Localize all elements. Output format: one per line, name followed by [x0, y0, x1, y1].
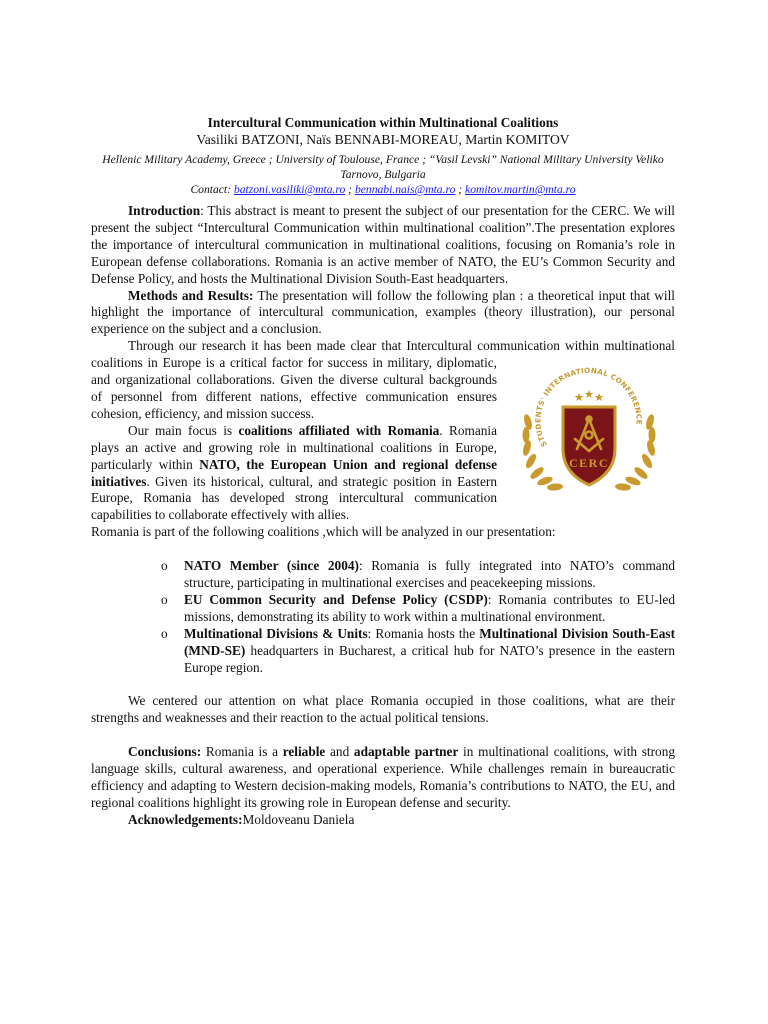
conclusions-paragraph — [91, 744, 675, 812]
email-separator: ; — [345, 183, 355, 196]
coalition-title: EU Common Security and Defense Policy (CSDP) — [184, 591, 488, 607]
coalition-title: Multinational Divisions & Units — [184, 625, 368, 641]
bullet-glyph: o — [161, 625, 168, 641]
focus-text-e: . Given its historical, cultural, and strategic position in Eastern Europe, Romania has developed strong intercultural communication capabilities to collaborate effectively with allies. — [91, 473, 497, 523]
conclusions-bold-reliable: reliable — [282, 744, 326, 760]
acknowledgements-label: Acknowledgements: — [128, 811, 243, 827]
list-item — [161, 591, 675, 626]
conclusions-text-c: and — [325, 744, 354, 760]
introduction-text: : This abstract is meant to present the subject of our presentation for the CERC. We will present the subject “Intercultural Communication within multinational coalition”.The presentation explores the importance of intercultural communication in multinational coalitions, focusing on Romania’s role in European defense collaborations. Romania is an active member of NATO, the EU’s Common Security and Defense Policy, and hosts the Multinational Division South-East headquarters. — [91, 203, 675, 286]
email-link-komitov[interactable]: komitov.martin@mta.ro — [465, 183, 576, 196]
contact-line — [91, 182, 675, 197]
coalition-text: : Romania hosts the — [367, 625, 480, 641]
affiliations: Hellenic Military Academy, Greece ; University of Toulouse, France ; “Vasil Levski” National Military University Veliko Tarnovo, Bulgaria — [102, 153, 664, 181]
contact-label: Contact: — [190, 183, 234, 196]
research-first-line: Through our research it has been made clear that Intercultural communication within — [128, 338, 605, 354]
focus-bold-nato-eu: NATO, the European Union and regional defense initiatives — [91, 456, 497, 489]
email-link-bennabi[interactable]: bennabi.nais@mta.ro — [354, 183, 456, 196]
bullet-glyph: o — [161, 558, 168, 574]
methods-label: Methods and Results: — [128, 287, 254, 303]
conclusions-text-e: in multinational coalitions, with strong language skills, cultural awareness, and operational experience. While challenges remain in bureaucratic efficiency and adapting to Western decision-making models, Romania’s contributions to NATO, the EU, and regional coalitions highlight its growing role in European defense and security. — [91, 744, 675, 810]
introduction-paragraph — [91, 203, 675, 288]
coalitions-list — [91, 558, 675, 676]
acknowledgements-text: Moldoveanu Daniela — [242, 811, 355, 827]
focus-text-c: . Romania plays an active and growing role in multinational coalitions in Europe, particularly within — [91, 422, 498, 472]
list-item — [161, 625, 675, 677]
coalition-text-2: headquarters in Bucharest, a critical hub for NATO’s presence in the eastern Europe region. — [184, 642, 675, 675]
coalition-text: : Romania contributes to EU-led missions, demonstrating its ability to work within a multinational environment. — [184, 591, 675, 624]
coalition-title: NATO Member (since 2004) — [184, 558, 359, 574]
document-page — [91, 114, 675, 829]
email-separator: ; — [455, 183, 466, 196]
laurel-wreath-right — [615, 414, 657, 492]
bullet-glyph: o — [161, 591, 168, 607]
coalitions-intro: Romania is part of the following coalitions ,which will be analyzed in our presentation: — [91, 524, 556, 540]
methods-text: The presentation will follow the following plan : a theoretical input that will highlight the importance of intercultural communication, examples (theory illustration), our personal experience on the subject and a conclusion. — [91, 287, 675, 337]
introduction-label: Introduction — [128, 203, 201, 218]
attention-paragraph: We centered our attention on what place Romania occupied in those coalitions, what are their strengths and weaknesses and their reaction to the actual political tensions. — [91, 693, 675, 726]
cerc-logo — [507, 363, 671, 503]
list-item — [161, 558, 675, 592]
logo-ring-text: STUDENTS' INTERNATIONAL CONFERENCE — [533, 366, 644, 449]
research-rest: multinational coalitions in Europe is a critical factor for success in military, diplomatic, and organizational collaborations. Given the diverse cultural backgrounds of personnel from different nations, effective communication ensures cohesion, efficiency, and mission success. — [91, 338, 675, 421]
coalition-title-2: Multinational Division South-East (MND-SE) — [184, 625, 675, 658]
paper-title: Intercultural Communication within Multinational Coalitions — [207, 115, 559, 130]
logo-acronym: CERC — [568, 456, 610, 471]
conclusions-bold-adaptable: adaptable partner — [353, 744, 459, 760]
coalition-text: : Romania is fully integrated into NATO’s command structure, participating in multinational exercises and peacekeeping missions. — [184, 558, 675, 591]
author-list: Vasiliki BATZONI, Naïs BENNABI-MOREAU, Martin KOMITOV — [196, 132, 570, 147]
email-link-batzoni[interactable]: batzoni.vasiliki@mta.ro — [233, 183, 346, 196]
acknowledgements-paragraph — [91, 812, 675, 829]
conclusions-label: Conclusions: — [128, 744, 202, 760]
stars-icon — [575, 390, 604, 401]
focus-text-a: Our main focus is — [128, 422, 239, 438]
focus-bold-coalitions: coalitions affiliated with Romania — [238, 422, 440, 438]
conclusions-text-a: Romania is a — [201, 744, 283, 760]
methods-paragraph — [91, 288, 675, 339]
